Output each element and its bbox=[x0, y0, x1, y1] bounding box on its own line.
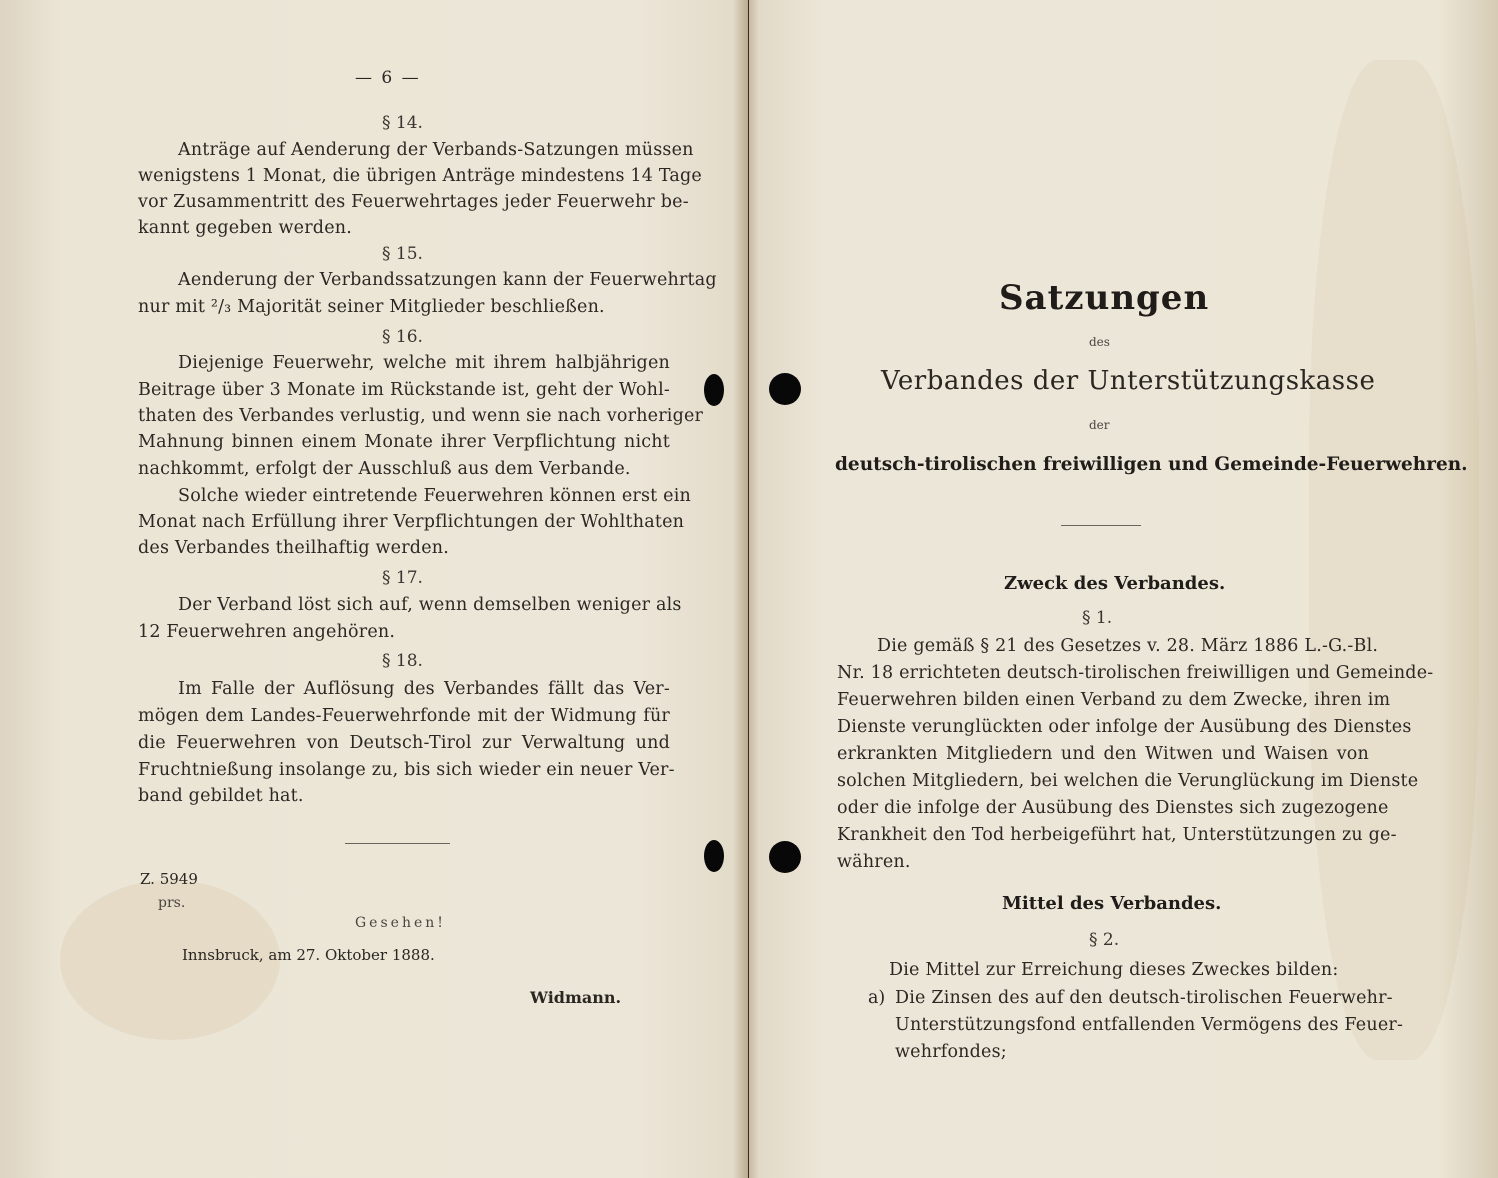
page-gutter-shadow bbox=[733, 0, 747, 1178]
text-line: kannt gegeben werden. bbox=[138, 218, 352, 238]
reference-number: Z. 5949 bbox=[140, 870, 198, 888]
section-heading-1: § 1. bbox=[1082, 608, 1113, 628]
text-line: Mahnung binnen einem Monate ihrer Verpflichtung nicht bbox=[138, 432, 670, 452]
list-marker: a) bbox=[868, 988, 886, 1008]
subtitle-connector: der bbox=[1089, 418, 1110, 432]
section-title-means: Mittel des Verbandes. bbox=[1002, 893, 1222, 914]
page-number: — 6 — bbox=[355, 68, 421, 88]
text-line: Beitrage über 3 Monate im Rückstande ist, geht der Wohl- bbox=[138, 380, 670, 400]
text-line: Krankheit den Tod herbeigeführt hat, Unterstützungen zu ge- bbox=[837, 825, 1397, 845]
text-line: die Feuerwehren von Deutsch-Tirol zur Verwaltung und bbox=[138, 733, 670, 753]
text-line: nur mit ²/₃ Majorität seiner Mitglieder beschließen. bbox=[138, 297, 605, 317]
place-date: Innsbruck, am 27. Oktober 1888. bbox=[182, 946, 435, 964]
text-line: währen. bbox=[837, 852, 911, 872]
text-line: oder die infolge der Ausübung des Dienstes sich zugezogene bbox=[837, 798, 1389, 818]
text-line: vor Zusammentritt des Feuerwehrtages jeder Feuerwehr be- bbox=[138, 192, 689, 212]
section-heading-17: § 17. bbox=[382, 568, 423, 588]
text-line: erkrankten Mitgliedern und den Witwen und Waisen von bbox=[837, 744, 1369, 764]
text-line: Die gemäß § 21 des Gesetzes v. 28. März 1886 L.-G.-Bl. bbox=[877, 636, 1379, 656]
document-subtitle: Verbandes der Unterstützungskasse bbox=[881, 366, 1376, 396]
text-line: Im Falle der Auflösung des Verbandes fällt das Ver- bbox=[178, 679, 670, 699]
text-line: thaten des Verbandes verlustig, und wenn sie nach vorheriger bbox=[138, 406, 704, 426]
section-heading-2: § 2. bbox=[1089, 930, 1120, 950]
punch-hole bbox=[769, 373, 801, 405]
section-heading-18: § 18. bbox=[382, 651, 423, 671]
text-line: Dienste verunglückten oder infolge der Ausübung des Dienstes bbox=[837, 717, 1412, 737]
text-line: wehrfondes; bbox=[895, 1042, 1007, 1062]
text-line: Die Zinsen des auf den deutsch-tirolischen Feuerwehr- bbox=[895, 988, 1393, 1008]
text-line: Nr. 18 errichteten deutsch-tirolischen freiwilligen und Gemeinde- bbox=[837, 663, 1434, 683]
text-line: wenigstens 1 Monat, die übrigen Anträge mindestens 14 Tage bbox=[138, 166, 702, 186]
section-heading-14: § 14. bbox=[382, 113, 423, 133]
punch-hole bbox=[704, 840, 724, 872]
punch-hole bbox=[704, 374, 724, 406]
reference-suffix: prs. bbox=[158, 895, 186, 911]
text-line: Feuerwehren bilden einen Verband zu dem Zwecke, ihren im bbox=[837, 690, 1391, 710]
text-line: solchen Mitgliedern, bei welchen die Verunglückung im Dienste bbox=[837, 771, 1419, 791]
text-line: Unterstützungsfond entfallenden Vermögens des Feuer- bbox=[895, 1015, 1404, 1035]
text-line: Solche wieder eintretende Feuerwehren können erst ein bbox=[178, 486, 691, 506]
text-line: 12 Feuerwehren angehören. bbox=[138, 622, 396, 642]
text-line: Fruchtnießung insolange zu, bis sich wieder ein neuer Ver- bbox=[138, 760, 675, 780]
page-gutter-shadow bbox=[749, 0, 759, 1178]
section-heading-15: § 15. bbox=[382, 244, 423, 264]
divider-rule bbox=[345, 843, 450, 844]
text-line: Die Mittel zur Erreichung dieses Zweckes bilden: bbox=[889, 960, 1339, 980]
text-line: mögen dem Landes-Feuerwehrfonde mit der Widmung für bbox=[138, 706, 670, 726]
paper-stain bbox=[1309, 60, 1479, 1060]
seen-note: Gesehen! bbox=[355, 915, 446, 931]
text-line: Aenderung der Verbandssatzungen kann der Feuerwehrtag bbox=[178, 270, 717, 290]
text-line: des Verbandes theilhaftig werden. bbox=[138, 538, 449, 558]
left-page bbox=[0, 0, 748, 1178]
signature: Widmann. bbox=[530, 988, 622, 1007]
document-subtitle-2: deutsch-tirolischen freiwilligen und Gemeinde-Feuerwehren. bbox=[835, 454, 1468, 475]
title-connector: des bbox=[1089, 335, 1110, 349]
divider-rule bbox=[1061, 525, 1141, 526]
text-line: Monat nach Erfüllung ihrer Verpflichtungen der Wohlthaten bbox=[138, 512, 685, 532]
text-line: Der Verband löst sich auf, wenn demselben weniger als bbox=[178, 595, 682, 615]
punch-hole bbox=[769, 841, 801, 873]
section-heading-16: § 16. bbox=[382, 327, 423, 347]
text-line: Anträge auf Aenderung der Verbands-Satzungen müssen bbox=[178, 140, 694, 160]
text-line: band gebildet hat. bbox=[138, 786, 304, 806]
text-line: Diejenige Feuerwehr, welche mit ihrem halbjährigen bbox=[178, 353, 670, 373]
text-line: nachkommt, erfolgt der Ausschluß aus dem Verbande. bbox=[138, 459, 631, 479]
right-page bbox=[749, 0, 1498, 1178]
section-title-purpose: Zweck des Verbandes. bbox=[1004, 573, 1226, 594]
document-title: Satzungen bbox=[999, 278, 1210, 318]
